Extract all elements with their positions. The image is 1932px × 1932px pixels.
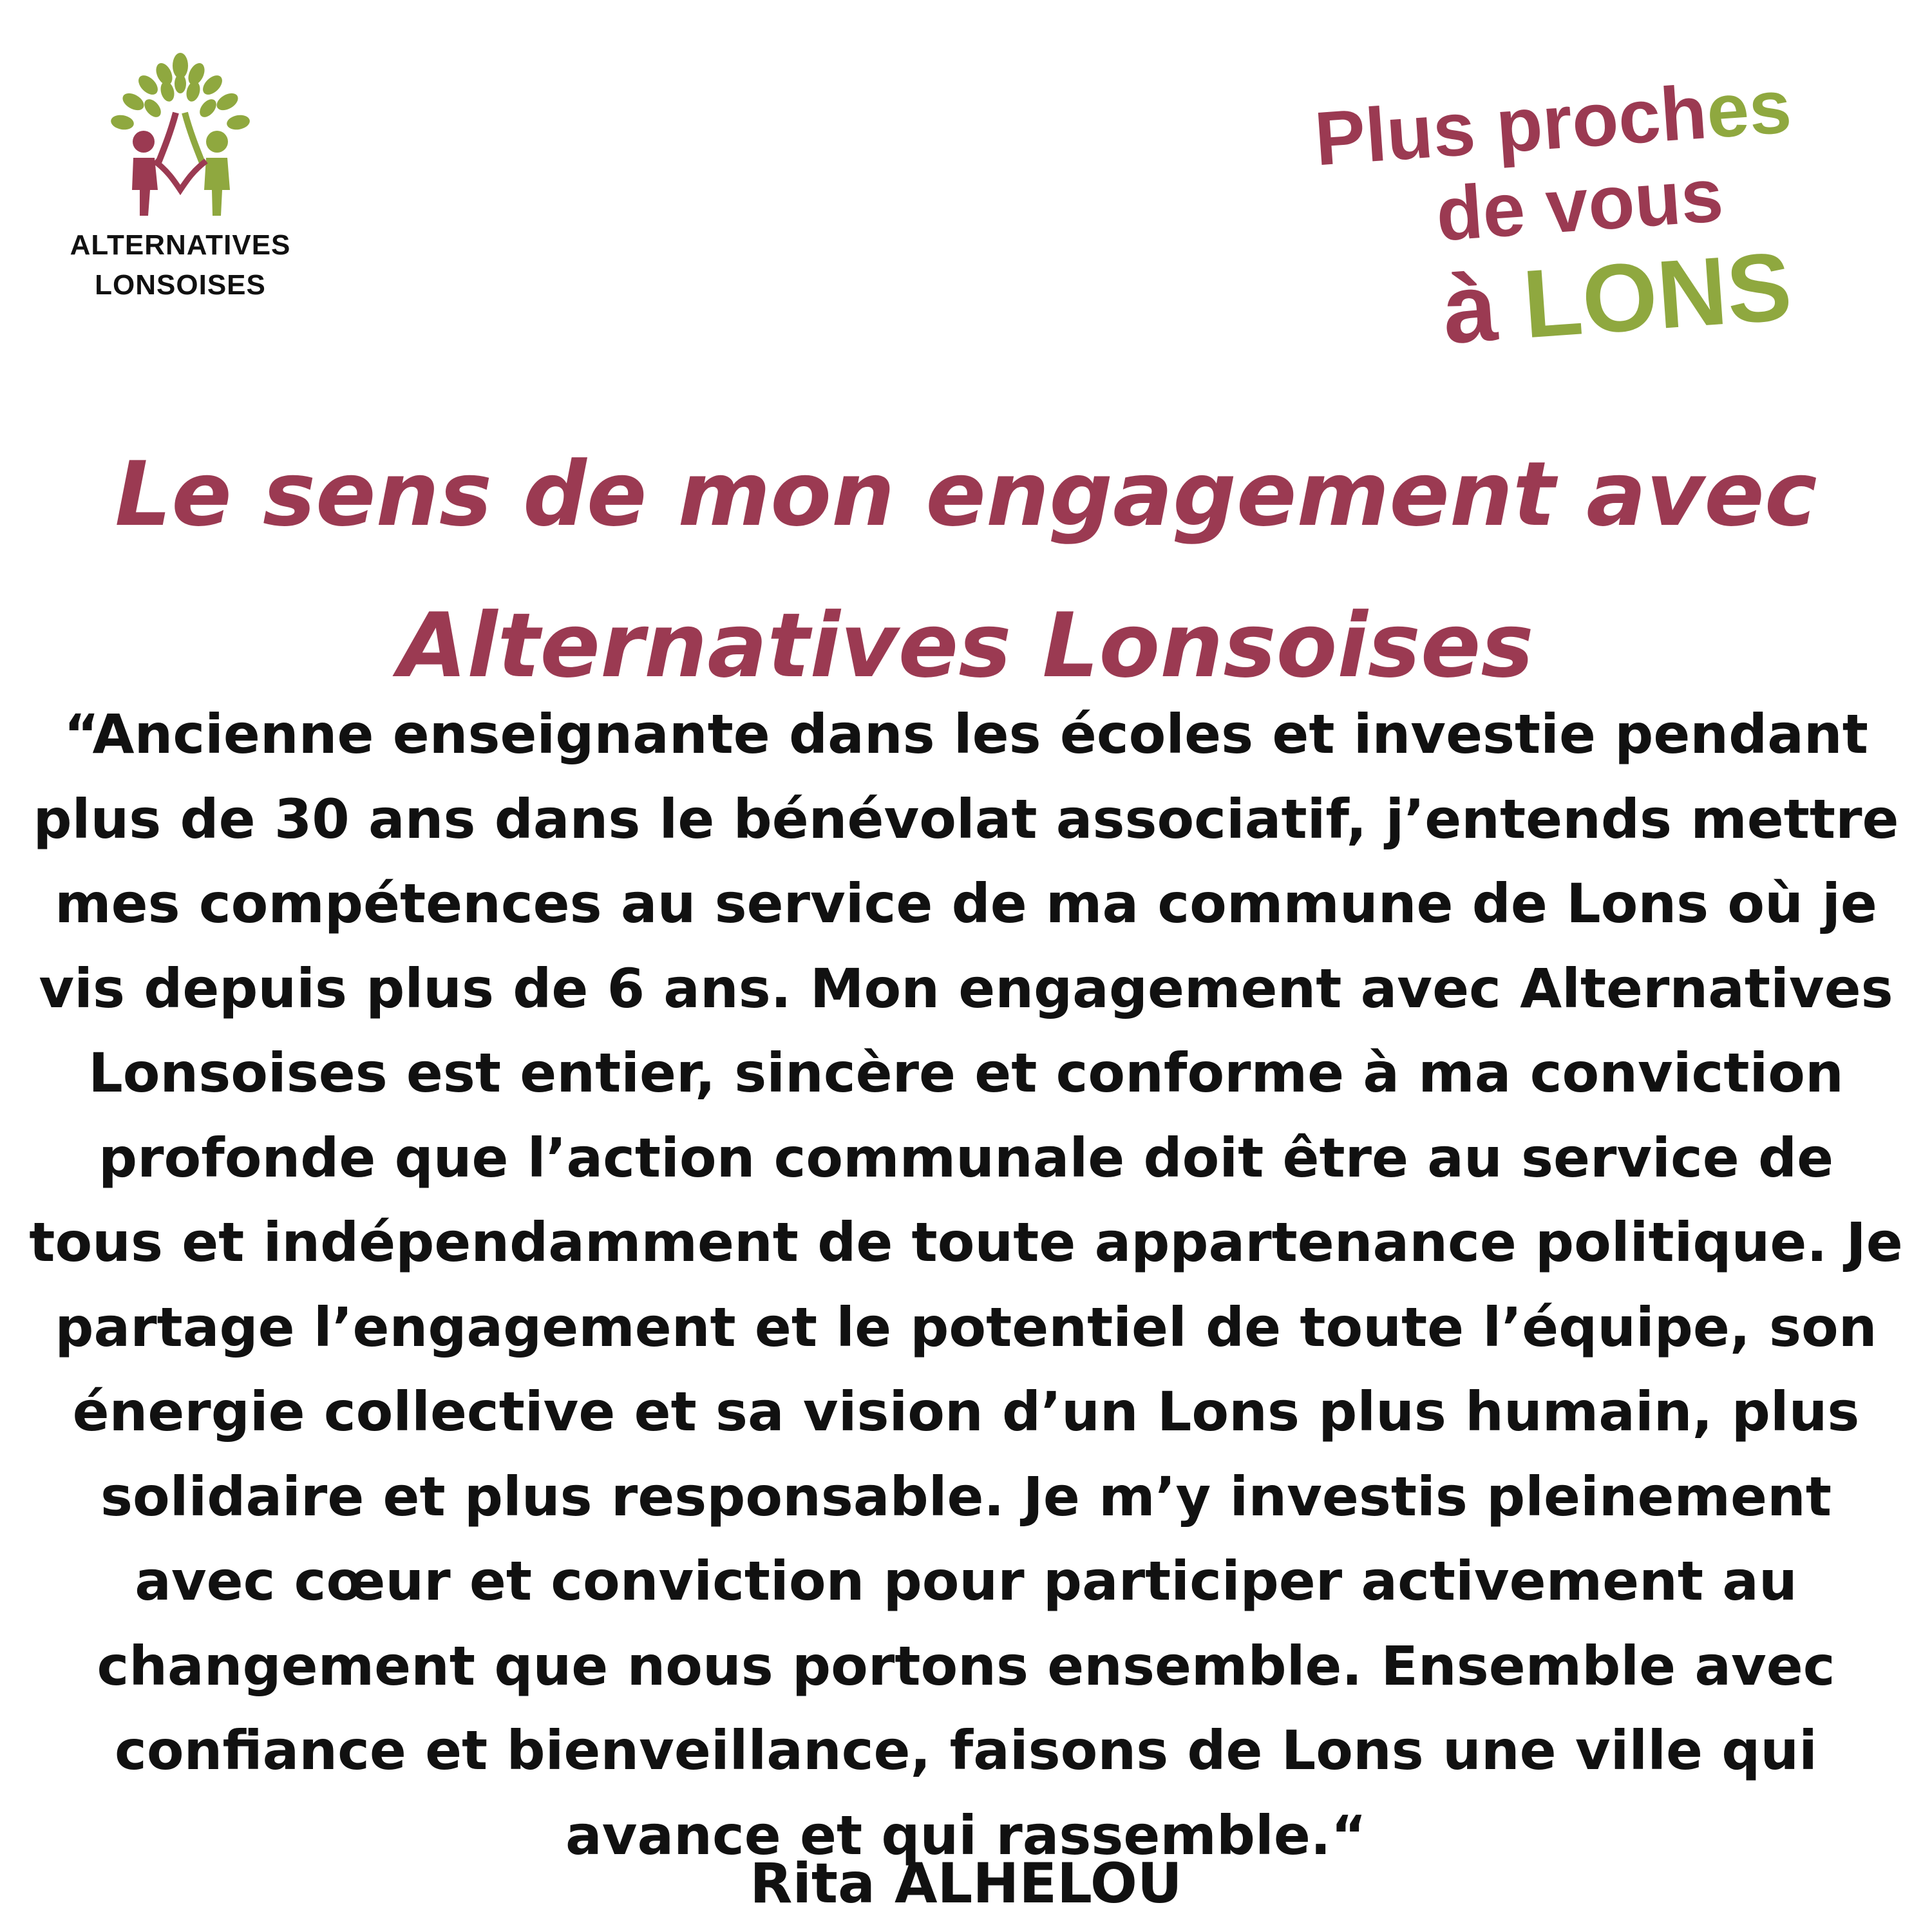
slogan-lons: LONS — [1519, 231, 1795, 359]
logo-text — [61, 225, 299, 305]
slogan-line-1-end: es — [1703, 64, 1794, 155]
logo-line-1: ALTERNATIVES — [70, 229, 291, 261]
slogan — [1297, 33, 1864, 379]
slogan-a: à — [1439, 252, 1501, 365]
author-name: Rita ALHELOU — [750, 1852, 1182, 1916]
testimonial-quote: “Ancienne enseignante dans les écoles et investie pendant plus de 30 ans dans le bénévolat associatif, j’entends mettre mes compétences au service de ma commune de Lons où je vis depuis plus de 6 ans. Mon engagement avec Alternatives Lonsoises est entier, sincère et conforme à ma conviction profonde que l’action communale doit être au service de tous et indépendamment de toute appartenance politique. Je partage l’engagement et le potentiel de toute l’équipe, son énergie collective et sa vision d’un Lons plus humain, plus solidaire et plus responsable. Je m’y investis pleinement avec cœur et conviction pour participer activement au changement que nous portons ensemble. Ensemble avec confiance et bienveillance, faisons de Lons une ville qui avance et qui rassemble.“ — [29, 703, 1903, 1867]
page-title: Le sens de mon engagement avec Alternatives Lonsoises — [115, 442, 1817, 697]
logo-line-2: LONSOISES — [95, 269, 266, 301]
alternatives-lonsoises-logo — [61, 52, 299, 309]
slogan-line-3 — [1439, 231, 1795, 366]
slogan-line-1-start: Plus proch — [1312, 70, 1710, 182]
slogan-line-2: de vous — [1433, 152, 1726, 258]
tree-people-logo-icon — [93, 52, 267, 225]
